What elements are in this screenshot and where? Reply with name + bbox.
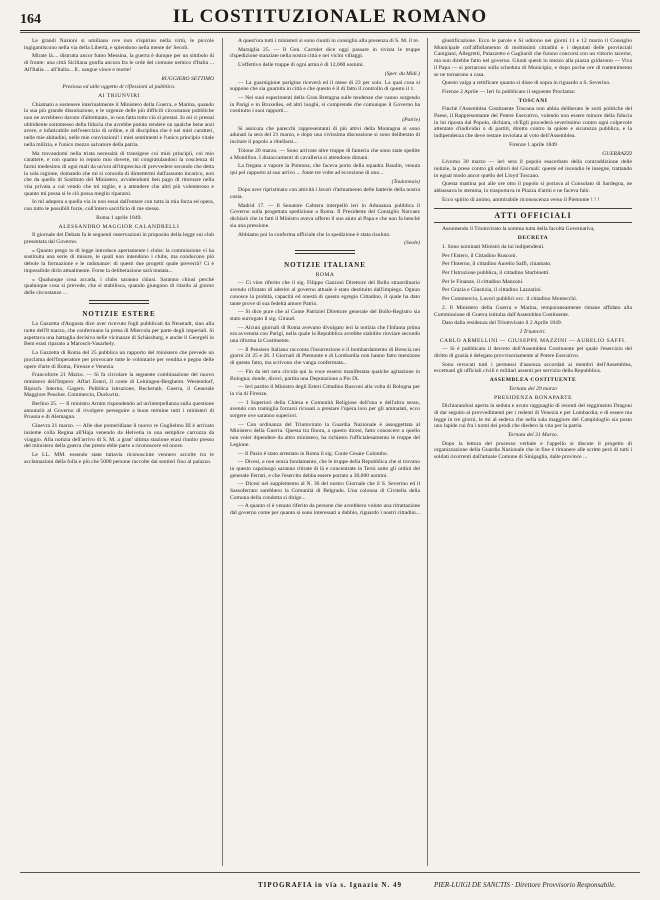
paragraph: — Si dice pure che al Conte Patriziel Direttore generale del Bollo-Registro sia stato surrogato il sig. Giraud. bbox=[230, 309, 420, 322]
paragraph: — Nei suoi esperimenti della Gran Bretagna sulle tendenze che vanno sorgendo in Parigi e in Bruxelles, ed altri luoghi, si comprende che comunque il Governo ha costituito i suoi rapporti... bbox=[230, 94, 420, 115]
paragraph: « Quanto prego tu di legge introduce apertamente i clubs: la commissione vi ha sostituita una serie di misure, le quali non intendono i clubs, ma conducono più debole la formazione e le radunanze: di questi due progetti quale preverrà? Ci è impossibile dirlo attualmente. Forse la deliberazione sarà mutata... bbox=[24, 247, 214, 274]
paragraph: Io mi adopera a quella via in non essai dall'entare con tutta la mia forza ed opera, con tutto le possibili forze, coll'intero sacrificio di me stesso. bbox=[24, 199, 214, 213]
dateline: Roma 1 aprile 1849. bbox=[96, 214, 142, 221]
column-1 bbox=[24, 38, 214, 866]
paragraph: — Alcuni giornali di Roma avevano divulgato ieri la notizia che l'Infanta prima era avvenuta con Parigi, nella quale la Repubblica avrebbe stabilito rinviare secondo una riforma la Costituente. bbox=[230, 324, 420, 345]
paragraph: — Con ordinanza del Triumvirato la Guardia Nazionale è assoggettata al Ministero della Guerra. Questa tra finora, a questo dicesi, fatto conoscere a quello non voler dipendere da altro ministero, ha richiesto l'ufficialesamento le truppe del Legione. bbox=[230, 421, 420, 448]
masthead-rule bbox=[20, 30, 640, 31]
paragraph: « Qualunque cosa accada, i clubs saranno chiusi. Saranno chiusi perchè qualunque cosa si prevede, che si stabilisca, quando giungono di ritardo al giorno delle circostanze ... bbox=[24, 276, 214, 296]
paragraph: Finchè l'Assemblea Costituente Toscana non abbia deliberato le sorti politiche del Paese, il Rappresentante del Potere Esecutivo, volendo non essere minore della fiducia in lui riposta dal Popolo, dichiara, ch'Egli procederà severissimo contro ogni colpevole attentato d'individui o di partiti, diretto contro la quiete e sicurezza pubblica, e la indipendenza che deve restare inviolata al voto dell'Assemblea. bbox=[434, 106, 632, 140]
paragraph: Assumendo il Triumvirato la somma tutta della facoltà Governativa, bbox=[442, 226, 595, 233]
footer-rule bbox=[20, 872, 640, 873]
paragraph: Le grandi Nazioni si umiliano ove non s'ispirino nella virtù, le piccole ingigantiscono nella via della Libertà, e spiendono nella mente de' Secoli. bbox=[24, 38, 214, 51]
signatories-heading: I Triumviri. bbox=[520, 328, 546, 335]
paragraph: — Il Pazio è stato arrestato in Roma il sig. Conte Cesare Colombo. bbox=[238, 450, 389, 457]
session-heading: Tornata del 31 Marzo. bbox=[507, 432, 559, 439]
column-2 bbox=[230, 38, 420, 866]
article-heading: Preziosa ed utile oggetto di riflessioni al pubblico. bbox=[62, 84, 176, 91]
paragraph: Berlino 25. — Il ministro Arnim rispondendo ad un'interpellanza sulla questione annunziò al Governo di rivolgere perseguire a buon termine tutti i ministeri di Prussia e di Alemagna. bbox=[24, 401, 214, 421]
editor-credit: PIER-LUIGI DE SANCTIS · Direttore Provvisorio Responsabile. bbox=[434, 881, 616, 889]
paragraph: Sono revocati tutti i permessi d'assenza accordati ai membri dell'Assemblea, eccettuati gli ufficiali civili e militari assenti per servizio della Repubblica. bbox=[434, 361, 632, 375]
paragraph: Il giornale dei Debats fa le seguenti osservazioni in proposito della legge sui club presentata dal Governo. bbox=[24, 232, 214, 245]
paragraph: 2. Il Ministero della Guerra e Marina, temporaneamente rimane affidato alla Commissione di Guerra istituita dall'Assemblea Costituente. bbox=[434, 304, 632, 318]
paragraph: Dichiarandosi aperta la seduta e avuto ragguaglio di recenti del reggimento Dragoni di dar seguito ai provvedimenti per i redenti di Venezia e per Lombardia; e di essere ma legge in tre giorni, le mi al sedeva che nella sala maggiore del Campidoglio sia posto uno lapide cui fra i nomi dei prodi che diedero la vita per la patria. bbox=[434, 403, 632, 430]
paragraph: Per l'Estero, il Cittadino Rusconi. bbox=[442, 252, 517, 259]
assembly-heading: ASSEMBLEA COSTITUENTE bbox=[489, 377, 577, 384]
paragraph: Per Grazia e Giustizia, il cittadino Lazzarini. bbox=[442, 287, 543, 294]
paragraph: — A quanto ci è venuto riferito da persone che avrebbero voluto una ritrattazione dal governo come per quanto si sono interessati a dubbio, riguardo i nostri cittadini... bbox=[230, 503, 420, 517]
paragraph: 1. Sono nominati Ministri da lui indipendenti. bbox=[442, 243, 545, 250]
paragraph: Le LL. MM. essendo state tuttavia riconosciute vennero accolte tra le acclamazioni della folla e più che 5000 persone raccolte dai sentieri fino al palazzo. bbox=[24, 451, 214, 465]
decree-heading: DECRETA bbox=[517, 235, 549, 242]
dateline: Firenze 1 aprile 1849 bbox=[509, 141, 557, 148]
paragraph: — Ieri partito il Ministro degli Esteri Cittadino Rusconi alla volta di Bologna per la via di Firenze. bbox=[230, 384, 420, 397]
signature: GUERRAZZI bbox=[602, 150, 632, 157]
paragraph: Si assicura che parecchi rappresentanti di più attivi della Montagna si sono adunati la sera del 21 marzo, e dopo una vivissima discussione si sono deliberato di incitare il popolo a ribellarsi... bbox=[230, 125, 420, 146]
masthead-rule-thin bbox=[20, 32, 640, 33]
paragraph: Firenze 2 Aprile — Ieri fu pubblicato il seguente Proclama: bbox=[442, 88, 576, 95]
ornament-rule bbox=[24, 300, 214, 307]
source-credit: (Patrie) bbox=[402, 117, 420, 124]
session-heading: Tornata del 29 marzo bbox=[508, 385, 558, 392]
subsection-heading: ROMA bbox=[315, 271, 335, 278]
page-number: 164 bbox=[20, 12, 41, 27]
paragraph: Questa mattina poi alle ore otto il popolo si portava al Consolato di Sardegna, ne abbassava lo stemma, lo trasportava in Piazza d'armi e ne faceva falò. bbox=[434, 181, 632, 195]
paragraph: Per l'Istruzione pubblica, il cittadino Sturbinetti. bbox=[442, 269, 550, 276]
paragraph: Questo valga a rettificare quanto si disse di sopra in riguardo a S. Severino. bbox=[442, 80, 611, 87]
paragraph: Livorno 30 marzo — ieri sera il popolo esacerbato della contraddizione delle notizie, la prese contro gli editori del Giornali: queste ed incendio le insegne, trattando in egual modo ancor quello del Lloyd Toscano. bbox=[434, 159, 632, 179]
imprint: TIPOGRAFIA in via s. Ignazio N. 49 bbox=[257, 881, 403, 889]
paragraph: — Si è pubblicato il decreto dell'Assemblea Costituente pel quale l'esercizio del diritto di grazia è delegato provvisoriamente al Potere Esecutivo. bbox=[434, 346, 632, 360]
paragraph: Ginevra 21 marzo. — Alle due pomeridiane il nuovo re Guglielmo III è arrivato insieme colla Regina all'Haja venendo da Helvetia in una semplice carrozza da viaggio. Alla notizia dell'arrivo di S. M. a gran' ultima stazione erasi riunito presso del ministero della guerra che presto ebbe parte a riconoscere ed onore. bbox=[24, 423, 214, 450]
paragraph: A quest'ora tutti i ministeri si sono riuniti in consiglio alla presenza di S. M. il re. bbox=[238, 38, 420, 44]
column-3 bbox=[434, 38, 632, 866]
paragraph: Per le Finanze, il cittadino Manzoni. bbox=[442, 278, 524, 285]
source-credit: (Sper. du Midi.) bbox=[384, 70, 420, 77]
paragraph: — Dicesi nel supplemento al N. 36 del nostro Giornale che il S. Severino ed il Sassoferrato sarebbero la Comunità di Belgrado. Una colonna di Civitella della Comuna della condotta si dirige... bbox=[230, 481, 420, 501]
paragraph: Chiamato a sostenere interinalmente il Ministero della Guerra, e Marina, quando la sua più grande dissoluzione, e le urgenze delle più difficili circostanze pubbliche non ne avrebbero davuto d'altrettanto, io non fatta tutto ciò sì prestai. Io mi ci prestai ubbidiente sottomesso della fiducia che avrebbe potuto rendere un qualche bene anzi avere, e infaticabile nell'esercizio di ordine, e di disciplina che è nei miei caratteri, nelle mie abitudini, nelle mie convinzioni! i miei sentimenti e l'unico principio vitale nella milizia, e l'unico mezzo salvatore della patria. bbox=[24, 101, 214, 148]
paragraph: Per l'Interno, il cittadino Aurelio Saffi, chiamato. bbox=[442, 261, 552, 268]
signature: RUGGIERO SETTIMO bbox=[161, 75, 214, 82]
paragraph: Francoforte 21 Marzo. — Si fa circolare la seguente combinazione del nuovo ministero dell'Impero: Affari Esteri, il conte di Leiningen-Bergheim. Westendorf, Ripisch. Interno, Gagern. Pubblica istruzione, Beckerath. Guerra, il Generale Maggiore Peucker. Commercio, Duckwitz. bbox=[24, 372, 214, 399]
section-heading: NOTIZIE ITALIANE bbox=[284, 260, 366, 269]
paragraph: Abbiamo poi la conferma ufficiale che la spedizione è stata risoluta. bbox=[238, 231, 391, 238]
footer bbox=[20, 878, 640, 892]
official-acts-heading: ATTI OFFICIALI bbox=[434, 208, 632, 223]
paragraph: Mirate là.... distrutta ancor fumo Messina, la guerra è dunque per un simbolo di di fronte: una città Siciliana gonfia ancora fra le orde del comune nemico d'Italia ... All'Italia ... all'Italia... Il.. sangue vince e morte! bbox=[24, 53, 214, 73]
presidency-heading: PRESIDENZA BONAPARTE bbox=[494, 394, 572, 401]
signature: ALESSANDRO MAGGIOR CALANDRELLI bbox=[58, 223, 180, 230]
source-credit: (Seole) bbox=[404, 240, 420, 247]
source-credit: (Toulonnais) bbox=[391, 178, 420, 185]
paragraph: — La guarnigione parigina riceverà ed il mese di 23 per solo. La qual cosa si suppone che sia guarnita in città e che questo è il di fatto il controllo di questo il 1. bbox=[230, 79, 420, 93]
paragraph: Tolone 20 marzo. — Sono arrivate altre truppe di fanteria che sono state spedite a Montillon. I distaccamenti di cavalleria si attendono dimani. bbox=[230, 147, 420, 161]
masthead bbox=[20, 6, 640, 28]
paragraph: La Gazzetta di Roma del 25 pubblica un rapporto del ministero che prevede un proclama dell'Imperatore per provocare tutte le volontarie per vendita e pegno delle opere d'arte di Roma, Firenze e Venezia. bbox=[24, 350, 214, 370]
paragraph: Per Commercio, Lavori pubblici ecc. il cittadino Montecchi. bbox=[442, 296, 578, 303]
paragraph: Marsiglia 25. — Il Gen. Carrelet dice oggi passare in rivista le truppe d'spedizione stanziate nella nostra città e nei vicini villaggi. bbox=[230, 46, 420, 60]
ornament-rule bbox=[230, 250, 420, 257]
paragraph: — Ci vien riferito che il sig. Filippo Gazzoni Direttore del Bollo straordinario avendo rifiutato di aderire al governo attuale è stato destituito dall'impiego. Ognun conosce la probità, capacità ed onestà di questo egregio Cittadino, il quale ha dato tante prove di sua fedeltà amore Patrio. bbox=[230, 280, 420, 307]
paragraph: La Gazzetta d'Augusta dice aver ricevuto fogli pubblicati da Neustadt, sino alla notte dell'8 marzo, che confermano la presa di Miercola per parte degli imperiali. Si aspettava una battaglia decisiva nelle vicinanze di Schässburg, e anche li Georgeli in Bem erasi riparato a Marosch-Vasarhely. bbox=[24, 321, 214, 348]
paragraph: La fregata a vapore la Pomona, che faceva porto della squadra Baudin, venuta qui pel rapporto al suo arrivo ... fonte tre volte ad eccezione di uno... bbox=[230, 163, 420, 176]
column-divider bbox=[222, 38, 223, 866]
newspaper-title: IL COSTITUZIONALE ROMANO bbox=[172, 6, 488, 27]
signature: CARLO ARMELLINI — GIUSEPPE MAZZINI — AURELIO SAFFI. bbox=[439, 337, 627, 344]
paragraph: — Fin da ieri sera circola qui la voce essersi manifestata qualche agitazione in Bologna; donde, diceci, partita una Deputazione a Pio IX. bbox=[230, 368, 420, 382]
column-divider bbox=[427, 38, 428, 866]
paragraph: — Il Pensiero Italiano racconta l'insurrezione e il bombardamento di Brescia nei giorni 24 25 e 26. I Giornali di Piemonte e di Lombardia non hanno fatto menzione di questo fatto, ma scrivono che vanga confermata... bbox=[230, 346, 420, 367]
paragraph: Dopo la lettura del processo verbale e l'appello si discute il progetto di organizzazione della Guardia Nazionale che in fine è rimanere alle scritte però di tutti i soldati ricorrenti dall'attuale Comune di Sinigaglia, dalle province ... bbox=[434, 440, 632, 461]
paragraph: — Dicesi, e non senza fondamento, che le truppe della Repubblica che si trovano in questo capoluogo saranno ritirate di là e concentrate in Terni sotto gli ordini del generale Ferrari, e che l'esercito debba essere portato a 30,000 uomini. bbox=[230, 459, 420, 479]
paragraph: — I Superiori della Chiesa e Comunità Religiose dell'una e dell'altra sesso, avendo con tramiglia forzarsi ricusati a prestare l'opera loro per gli ammalati, ecco sorgere ove saranno superiori. bbox=[230, 399, 420, 420]
paragraph: Dato dalla residenza del Triumvirato il 2 Aprile 1849. bbox=[442, 320, 563, 327]
paragraph: Ecco spirito di animo, ammirabile riconoscenza verso il Piemonte ! ! ! bbox=[442, 196, 600, 203]
paragraph: giustificazione. Ecco le parole e Si udirono nei giorni 11 e 12 marzo il Consiglio Municipale coll'affollamento di moltissimi cittadini e i deputati delle provinciali Canigiani, Allegretti, Palazzetto e Gagliardi che furono concorsi con un vittorio tacerne, ma non direbbe fatto nel governo. Giunti questi in mezzo alla piazza gridarono — Viva il Papa — si portarono sulla scheduta di Municipio, e dopo poche ore di trattenimento se ne tornarono a casa. bbox=[434, 38, 632, 78]
paragraph: Ma trovandomi nella trista necessità di transigere coi miei principii, col mio carattere, e con quanto io reputo mio dovere, mi congratulandosi la coscienza di farmi medesimo di ogni mali da un'ora all'imprecisa di prevvedere secondo che detta la sola ragione, domando che mi si conceda di dimettermi dall'assunto incarico, non che da quello di Sostituto del Ministero, avvalendomi ben pago di ritornare nella vita privata a cui vendo che mi toglie, e a attendere che altri più volenteroso e quanto mi possa si le ciò possa meglio ripararsi. bbox=[24, 150, 214, 197]
proclamation-heading: TOSCANI bbox=[518, 97, 548, 104]
address-heading: AI TRIUNVIRI bbox=[98, 92, 140, 99]
paragraph: L'effettivo delle truppe di ogni arma è di 12,000 uomini. bbox=[238, 62, 364, 69]
section-heading: NOTIZIE ESTERE bbox=[82, 310, 156, 319]
paragraph: Dopo aver ripristinato con attività i lavori d'armamento delle batterie della nostra costa. bbox=[230, 187, 420, 201]
paragraph: Madrid 17. — Il Senatore Cabrera interpellò ieri in Adunanza pubblica il Governo sulla progettata spedizione a Roma. Il Presidente del Consiglio Narvaez dichiarò che in fatti il Ministro aveva offerto il suo aiuto al Papa e che non fa benchè sia una pressione. bbox=[230, 202, 420, 229]
